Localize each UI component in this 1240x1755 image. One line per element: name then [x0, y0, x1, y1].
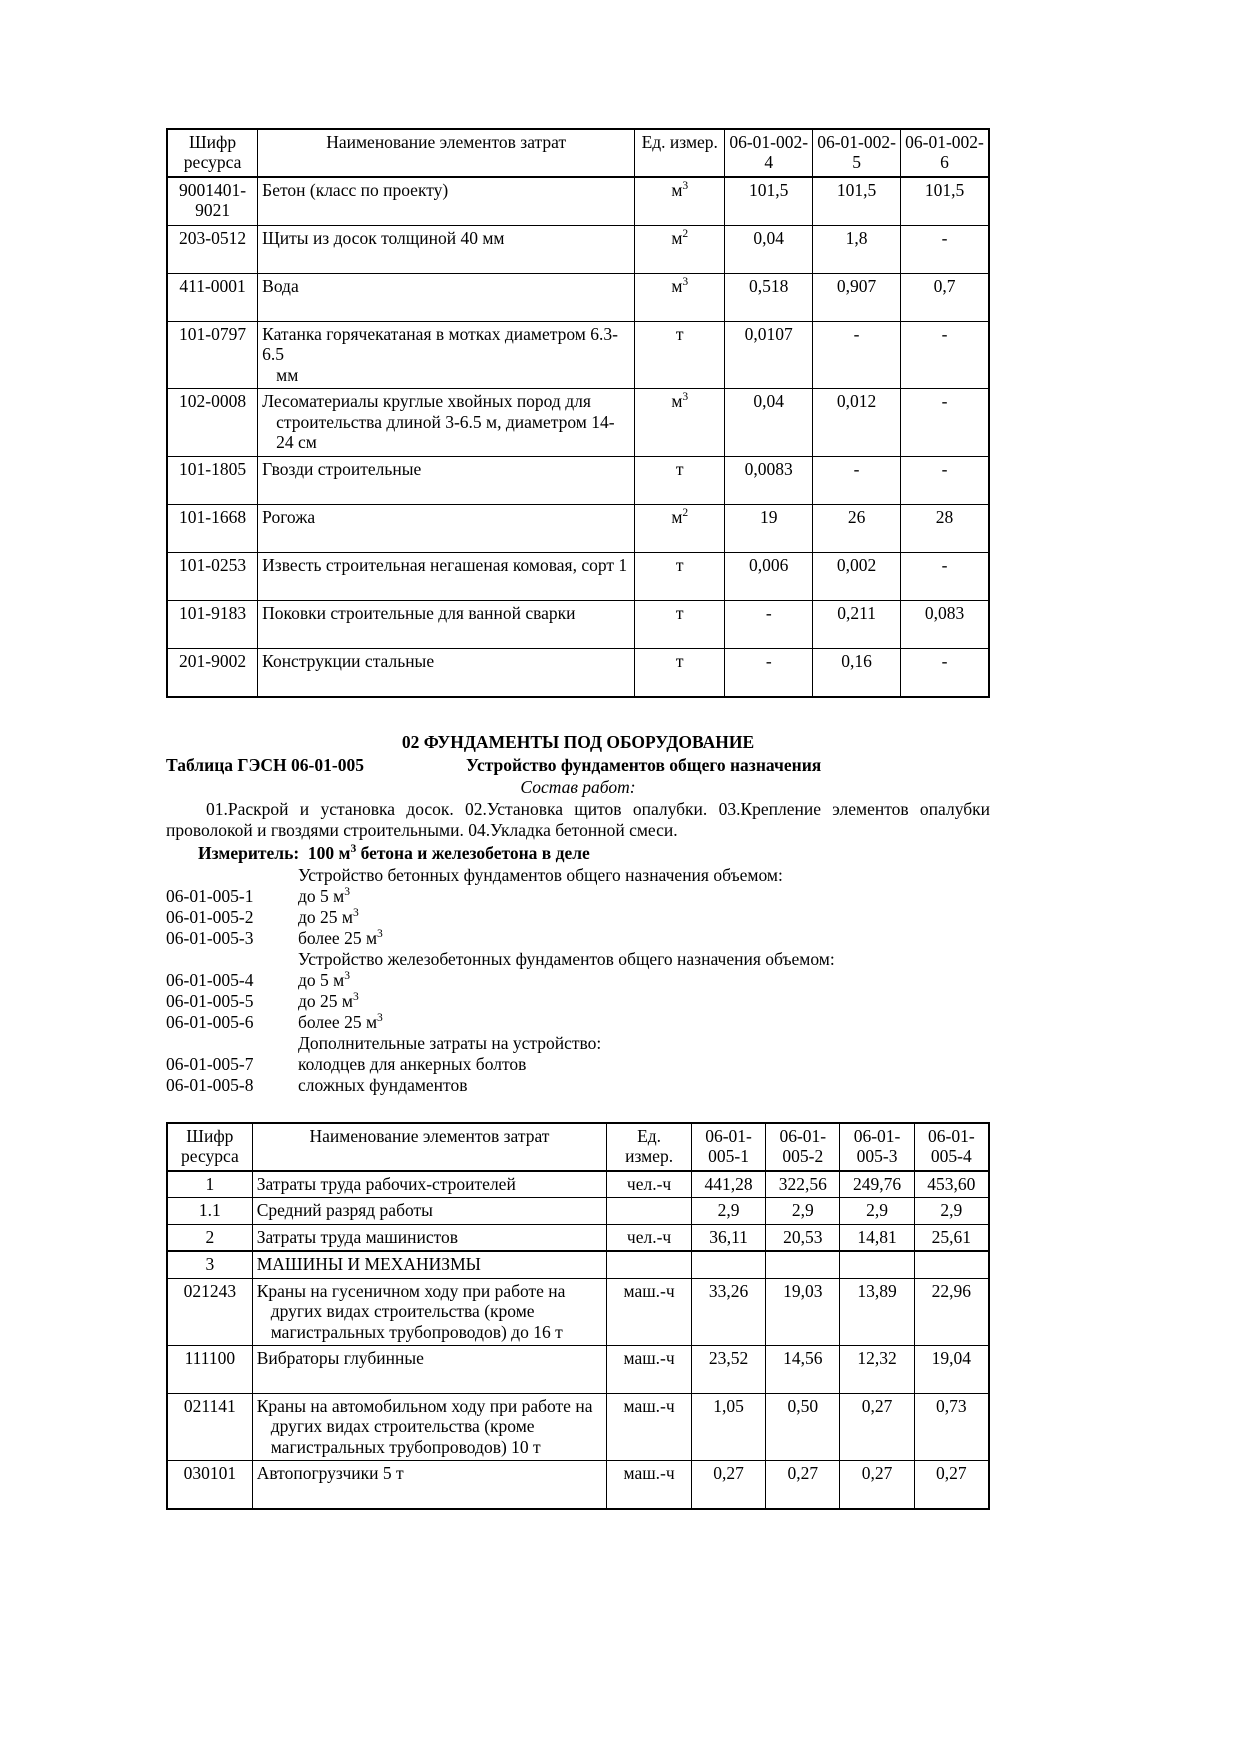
name-line-3: магистральных трубопроводов) до 16 т	[270, 1321, 563, 1342]
cell-value-2: 0,907	[813, 273, 901, 321]
cell-value-2: 1,8	[813, 225, 901, 273]
code-line	[166, 886, 990, 907]
cell-value-4	[914, 1251, 989, 1278]
table-row	[167, 1393, 989, 1460]
code-line	[166, 970, 990, 991]
code-desc	[298, 886, 990, 907]
code-line	[166, 1075, 990, 1096]
code-id: 06-01-005-1	[166, 885, 254, 906]
cell-name: МАШИНЫ И МЕХАНИЗМЫ	[252, 1251, 607, 1278]
cell-value-1: 33,26	[691, 1278, 765, 1345]
izmeritel-value-pre: 100 м	[307, 842, 351, 863]
cell-name: Бетон (класс по проекту)	[258, 177, 635, 226]
name-line-2: других видах строительства (кроме	[270, 1416, 535, 1437]
table-row	[167, 389, 989, 456]
cell-code: 203-0512	[167, 225, 258, 273]
unit-base: т	[675, 554, 684, 575]
code-desc	[298, 970, 990, 991]
izmeritel-label: Измеритель:	[198, 842, 300, 863]
cell-unit	[635, 225, 725, 273]
cell-name	[252, 1393, 607, 1460]
cell-name: Известь строительная негашеная комовая, сорт 1	[258, 552, 635, 600]
table-row	[167, 600, 989, 648]
th-col-4: 06-01-005-4	[914, 1123, 989, 1171]
unit-base: м	[671, 227, 683, 248]
code-desc: колодцев для анкерных болтов	[298, 1053, 527, 1074]
unit-sup: 3	[682, 391, 689, 404]
cell-name: Конструкции стальные	[258, 648, 635, 697]
cell-code: 2	[167, 1224, 252, 1251]
code-desc-text: до 25 м	[298, 990, 353, 1011]
cell-code: 101-1805	[167, 456, 258, 504]
unit-base: м	[671, 391, 683, 412]
th-name: Наименование элементов затрат	[258, 129, 635, 177]
cell-value-2: 2,9	[766, 1198, 840, 1224]
cell-value-1: 0,27	[691, 1461, 765, 1510]
table1-header-row	[167, 129, 989, 177]
code-desc	[298, 991, 990, 1012]
group-header-1: Устройство бетонных фундаментов общего назначения объемом:	[298, 864, 783, 885]
code-id: 06-01-005-2	[166, 906, 254, 927]
code-line	[166, 1012, 990, 1033]
cell-name: Вода	[258, 273, 635, 321]
th-unit: Ед. измер.	[607, 1123, 692, 1171]
cell-code: 021243	[167, 1278, 252, 1345]
name-line-1: Краны на автомобильном ходу при работе на	[256, 1395, 593, 1416]
table-label: Таблица ГЭСН 06-01-005	[166, 754, 364, 775]
cell-unit: маш.-ч	[607, 1345, 692, 1393]
cell-value-1: 0,04	[725, 225, 813, 273]
code-line	[166, 1054, 990, 1075]
unit-base: м	[671, 506, 683, 527]
table-caption-line	[166, 755, 990, 776]
code-desc-sup: 3	[377, 927, 383, 940]
code-desc: сложных фундаментов	[298, 1074, 468, 1095]
table2-header-row	[167, 1123, 989, 1171]
cell-name: Вибраторы глубинные	[252, 1345, 607, 1393]
cell-unit	[635, 273, 725, 321]
cell-value-1: 23,52	[691, 1345, 765, 1393]
cell-unit	[635, 504, 725, 552]
cell-value-1: 36,11	[691, 1224, 765, 1251]
cell-value-2	[766, 1251, 840, 1278]
name-line-2: мм	[276, 364, 299, 385]
name-line-2: других видах строительства (кроме	[270, 1301, 535, 1322]
cell-unit	[635, 456, 725, 504]
cell-value-1: -	[725, 600, 813, 648]
name-line-1: Катанка горячекатаная в мотках диаметром 6.3-6.5	[262, 323, 618, 365]
cell-unit: маш.-ч	[607, 1393, 692, 1460]
izmeritel-value-sup: 3	[350, 842, 357, 855]
code-desc-sup: 3	[377, 1011, 383, 1024]
resource-table-002	[166, 128, 990, 698]
table-row	[167, 1224, 989, 1251]
cell-value-1: 0,518	[725, 273, 813, 321]
izmeritel-value	[308, 843, 590, 863]
cell-value-3: 0,27	[840, 1393, 914, 1460]
table-row	[167, 456, 989, 504]
th-col-2: 06-01-005-2	[766, 1123, 840, 1171]
code-line	[166, 991, 990, 1012]
cell-value-2: 20,53	[766, 1224, 840, 1251]
cell-value-4: 0,27	[914, 1461, 989, 1510]
table-row	[167, 1345, 989, 1393]
cell-value-1: -	[725, 648, 813, 697]
name-line-2: строительства длиной 3-6.5 м, диаметром 14-24 см	[276, 411, 615, 453]
cell-unit	[607, 1198, 692, 1224]
table-row	[167, 177, 989, 226]
cell-value-3: 2,9	[840, 1198, 914, 1224]
group-header-2: Устройство железобетонных фундаментов общего назначения объемом:	[298, 948, 835, 969]
table2-head	[167, 1123, 989, 1171]
code-desc-text: до 5 м	[298, 885, 345, 906]
table-row	[167, 1198, 989, 1224]
table-row	[167, 273, 989, 321]
cell-value-2: -	[813, 321, 901, 388]
name-line-1: Краны на гусеничном ходу при работе на	[256, 1280, 566, 1301]
cell-value-3: 28	[901, 504, 989, 552]
cell-value-2: 322,56	[766, 1171, 840, 1198]
code-id: 06-01-005-4	[166, 969, 254, 990]
cell-value-2: 0,16	[813, 648, 901, 697]
cell-name: Затраты труда рабочих-строителей	[252, 1171, 607, 1198]
section-title: 02 ФУНДАМЕНТЫ ПОД ОБОРУДОВАНИЕ	[401, 731, 755, 752]
cell-value-3: 12,32	[840, 1345, 914, 1393]
unit-base: м	[671, 275, 683, 296]
cell-value-3: 0,27	[840, 1461, 914, 1510]
unit-base: т	[675, 650, 684, 671]
cell-unit: чел.-ч	[607, 1224, 692, 1251]
izmeritel-value-post: бетона и железобетона в деле	[356, 842, 590, 863]
cell-value-4: 22,96	[914, 1278, 989, 1345]
page-content	[166, 128, 990, 1510]
cell-unit	[635, 552, 725, 600]
code-desc-text: до 5 м	[298, 969, 345, 990]
code-desc-sup: 3	[352, 990, 359, 1003]
cell-value-3: 249,76	[840, 1171, 914, 1198]
cell-name	[258, 389, 635, 456]
cell-value-2: 14,56	[766, 1345, 840, 1393]
cell-value-4: 25,61	[914, 1224, 989, 1251]
code-id: 06-01-005-8	[166, 1074, 254, 1095]
table-row	[167, 321, 989, 388]
cell-name	[258, 321, 635, 388]
cell-name: Рогожа	[258, 504, 635, 552]
cell-value-3: 13,89	[840, 1278, 914, 1345]
unit-base: т	[675, 323, 684, 344]
cell-code: 102-0008	[167, 389, 258, 456]
table-row	[167, 648, 989, 697]
code-desc-text: более 25 м	[298, 1011, 378, 1032]
izmeritel-line	[166, 843, 990, 864]
cell-code: 021141	[167, 1393, 252, 1460]
table-row	[167, 504, 989, 552]
cell-value-3: -	[901, 456, 989, 504]
sostav-text: 01.Раскрой и установка досок. 02.Установка щитов опалубки. 03.Крепление элементов опалубки проволокой и гвоздями строительными. 04.Укладка бетонной смеси.	[166, 798, 990, 840]
cell-code: 201-9002	[167, 648, 258, 697]
table-row	[167, 1171, 989, 1198]
code-line	[166, 907, 990, 928]
cell-value-1: 2,9	[691, 1198, 765, 1224]
cell-name: Затраты труда машинистов	[252, 1224, 607, 1251]
cell-value-3: -	[901, 552, 989, 600]
cell-name	[252, 1278, 607, 1345]
cell-value-2: 26	[813, 504, 901, 552]
table-row	[167, 1461, 989, 1510]
cell-value-1: 0,04	[725, 389, 813, 456]
th-col-1: 06-01-005-1	[691, 1123, 765, 1171]
group-header-3: Дополнительные затраты на устройство:	[298, 1032, 602, 1053]
code-desc-sup: 3	[352, 906, 359, 919]
cell-unit	[635, 389, 725, 456]
unit-base: т	[675, 458, 684, 479]
code-desc	[298, 1012, 990, 1033]
cell-value-4: 453,60	[914, 1171, 989, 1198]
th-col-1: 06-01-002-4	[725, 129, 813, 177]
cell-unit	[635, 321, 725, 388]
code-id: 06-01-005-5	[166, 990, 254, 1011]
code-id: 06-01-005-6	[166, 1011, 254, 1032]
cell-value-2: 0,50	[766, 1393, 840, 1460]
table-row	[167, 1278, 989, 1345]
cell-value-3: -	[901, 321, 989, 388]
sostav-label: Состав работ:	[520, 776, 636, 797]
cell-value-2: 0,012	[813, 389, 901, 456]
code-id: 06-01-005-3	[166, 927, 254, 948]
cell-unit: маш.-ч	[607, 1278, 692, 1345]
cell-unit: чел.-ч	[607, 1171, 692, 1198]
th-col-2: 06-01-002-5	[813, 129, 901, 177]
cell-value-2: 0,27	[766, 1461, 840, 1510]
cell-code: 411-0001	[167, 273, 258, 321]
code-line	[166, 928, 990, 949]
unit-sup: 3	[682, 180, 689, 193]
cell-value-1	[691, 1251, 765, 1278]
cell-value-1: 0,0083	[725, 456, 813, 504]
table1-head	[167, 129, 989, 177]
table2-body	[167, 1171, 989, 1510]
th-code: Шифр ресурса	[167, 1123, 252, 1171]
narrative-block	[166, 732, 990, 1096]
cell-value-3: 14,81	[840, 1224, 914, 1251]
cell-value-2: 0,211	[813, 600, 901, 648]
cell-code: 1	[167, 1171, 252, 1198]
cell-code: 3	[167, 1251, 252, 1278]
cell-unit	[607, 1251, 692, 1278]
cell-value-1: 1,05	[691, 1393, 765, 1460]
cell-unit: маш.-ч	[607, 1461, 692, 1510]
cell-value-1: 0,0107	[725, 321, 813, 388]
th-unit: Ед. измер.	[635, 129, 725, 177]
cell-value-2: 101,5	[813, 177, 901, 226]
cell-code: 101-0253	[167, 552, 258, 600]
table-row	[167, 1251, 989, 1278]
cell-code: 101-9183	[167, 600, 258, 648]
resource-table-005	[166, 1122, 990, 1511]
cell-value-1: 19	[725, 504, 813, 552]
cell-value-2: 0,002	[813, 552, 901, 600]
cell-value-3: 0,7	[901, 273, 989, 321]
cell-value-3	[840, 1251, 914, 1278]
cell-code: 101-0797	[167, 321, 258, 388]
cell-value-1: 101,5	[725, 177, 813, 226]
th-name: Наименование элементов затрат	[252, 1123, 607, 1171]
code-desc-text: более 25 м	[298, 927, 378, 948]
cell-name: Гвозди строительные	[258, 456, 635, 504]
th-col-3: 06-01-002-6	[901, 129, 989, 177]
unit-sup: 2	[682, 228, 689, 241]
table-row	[167, 225, 989, 273]
table1-body	[167, 177, 989, 697]
cell-value-3: 0,083	[901, 600, 989, 648]
code-desc	[298, 907, 990, 928]
cell-value-3: 101,5	[901, 177, 989, 226]
unit-base: т	[675, 602, 684, 623]
cell-unit	[635, 177, 725, 226]
unit-sup: 3	[682, 276, 689, 289]
cell-unit	[635, 648, 725, 697]
cell-value-2: -	[813, 456, 901, 504]
code-id: 06-01-005-7	[166, 1053, 254, 1074]
cell-value-2: 19,03	[766, 1278, 840, 1345]
resource-table-005-wrap	[166, 1122, 990, 1511]
cell-value-1: 441,28	[691, 1171, 765, 1198]
cell-unit	[635, 600, 725, 648]
cell-value-4: 2,9	[914, 1198, 989, 1224]
unit-sup: 2	[682, 506, 689, 519]
cell-name: Автопогрузчики 5 т	[252, 1461, 607, 1510]
cell-code: 101-1668	[167, 504, 258, 552]
cell-code: 030101	[167, 1461, 252, 1510]
code-desc-sup: 3	[344, 885, 351, 898]
cell-value-3: -	[901, 389, 989, 456]
cell-value-4: 0,73	[914, 1393, 989, 1460]
table-name: Устройство фундаментов общего назначения	[466, 754, 822, 775]
cell-name: Средний разряд работы	[252, 1198, 607, 1224]
name-line-1: Лесоматериалы круглые хвойных пород для	[262, 391, 591, 412]
cell-name: Поковки строительные для ванной сварки	[258, 600, 635, 648]
th-col-3: 06-01-005-3	[840, 1123, 914, 1171]
cell-value-1: 0,006	[725, 552, 813, 600]
cell-name: Щиты из досок толщиной 40 мм	[258, 225, 635, 273]
cell-code: 1.1	[167, 1198, 252, 1224]
table-row	[167, 552, 989, 600]
name-line-3: магистральных трубопроводов) 10 т	[270, 1436, 541, 1457]
th-code: Шифр ресурса	[167, 129, 258, 177]
cell-value-4: 19,04	[914, 1345, 989, 1393]
code-desc	[298, 928, 990, 949]
cell-code: 111100	[167, 1345, 252, 1393]
cell-value-3: -	[901, 648, 989, 697]
cell-value-3: -	[901, 225, 989, 273]
unit-base: м	[671, 179, 683, 200]
cell-code: 9001401-9021	[167, 177, 258, 226]
code-desc-text: до 25 м	[298, 906, 353, 927]
code-desc-sup: 3	[344, 969, 351, 982]
